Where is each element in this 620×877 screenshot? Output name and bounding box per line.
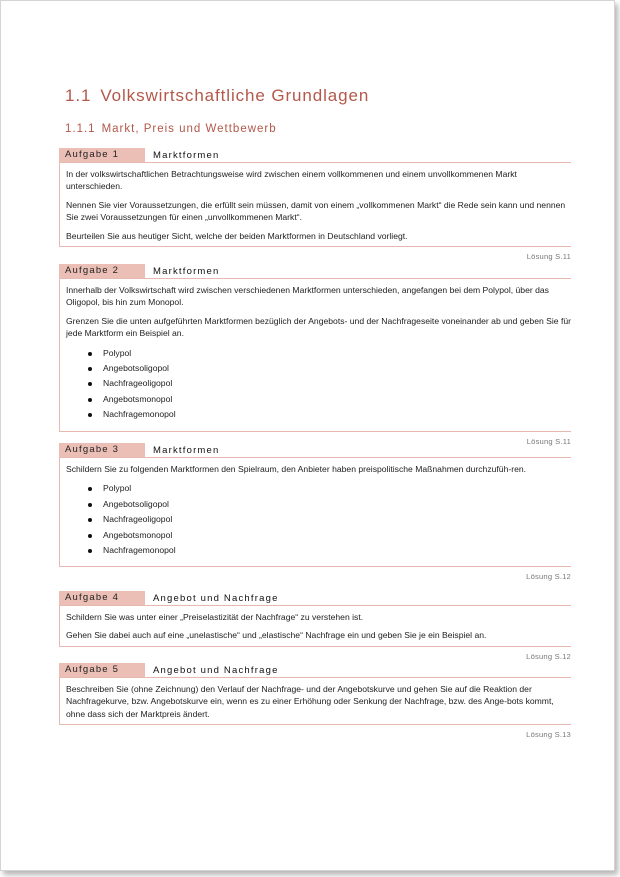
section-number: 1.1 (65, 86, 92, 105)
task-title: Marktformen (153, 265, 220, 277)
task-body (59, 279, 571, 432)
task-paragraph: Innerhalb der Volkswirtschaft wird zwischen verschiedenen Marktformen unterschieden, angefangen bei dem Polypol, über das Oligopol, bis hin zum Monopol. (66, 285, 549, 308)
task-header (59, 148, 571, 163)
task-header (59, 663, 571, 678)
section-heading (65, 86, 369, 106)
list-item: Nachfrageoligopol (66, 512, 571, 527)
task-label: Aufgabe 4 (59, 591, 145, 605)
list-item: Polypol (66, 346, 571, 361)
task-4 (59, 591, 571, 662)
list-item: Angebotsmonopol (66, 528, 571, 543)
task-paragraph: Beschreiben Sie (ohne Zeichnung) den Verlauf der Nachfrage- und der Angebotskurve und gehen Sie auf die Reaktion der Nachfragekurve, bzw. Angebotskurve ein, wenn es zu einer Erhöhung oder Senkung der Nachfrage, bzw. des Ange-bots kommt, ohne dass sich der Marktpreis ändert. (66, 684, 554, 719)
task-3 (59, 443, 571, 582)
task-label: Aufgabe 2 (59, 264, 145, 278)
section-title: Volkswirtschaftliche Grundlagen (100, 86, 370, 105)
list-item: Angebotsoligopol (66, 497, 571, 512)
task-paragraph: Schildern Sie zu folgenden Marktformen den Spielraum, den Anbieter haben preispolitische Maßnahmen durchzufüh-ren. (66, 464, 527, 474)
task-label: Aufgabe 3 (59, 443, 145, 457)
task-body (59, 606, 571, 647)
task-title: Marktformen (153, 149, 220, 161)
task-paragraph: Grenzen Sie die unten aufgeführten Marktformen bezüglich der Angebots- und der Nachfrageseite voneinander ab und geben Sie für jede Marktform ein Beispiel an. (66, 315, 571, 339)
task-body (59, 678, 571, 725)
task-header (59, 591, 571, 606)
task-paragraph: Nennen Sie vier Voraussetzungen, die erfüllt sein müssen, damit von einem „vollkommenen Markt“ die Rede sein kann und nennen Sie zwei Voraussetzungen für einen „unvollkommenen Markt“. (66, 199, 566, 223)
subsection-title: Markt, Preis und Wettbewerb (101, 123, 277, 135)
list-item: Angebotsmonopol (66, 392, 571, 407)
task-body (59, 458, 571, 567)
task-2 (59, 264, 571, 447)
task-title: Angebot und Nachfrage (153, 592, 279, 604)
task-paragraph: Gehen Sie dabei auch auf eine „unelastische“ und „elastische“ Nachfrage ein und geben Sie je ein Beispiel an. (66, 630, 487, 641)
list-item: Nachfragemonopol (66, 407, 571, 422)
task-label: Aufgabe 1 (59, 148, 145, 162)
subsection-heading (65, 123, 277, 135)
task-header (59, 443, 571, 458)
task-paragraph: Schildern Sie was unter einer „Preiselastizität der Nachfrage“ zu verstehen ist. (66, 612, 364, 622)
task-5 (59, 663, 571, 740)
task-title: Angebot und Nachfrage (153, 664, 279, 676)
list-item: Polypol (66, 481, 571, 496)
task-1 (59, 148, 571, 262)
solution-reference: Lösung S.12 (526, 572, 571, 582)
solution-reference: Lösung S.12 (526, 651, 571, 661)
task-body (59, 163, 571, 247)
market-form-list (66, 346, 571, 423)
solution-reference: Lösung S.13 (526, 730, 571, 740)
task-header (59, 264, 571, 279)
list-item: Angebotsoligopol (66, 361, 571, 376)
list-item: Nachfrageoligopol (66, 376, 571, 391)
task-paragraph: In der volkswirtschaftlichen Betrachtungsweise wird zwischen einem vollkommenen und einem unvollkommenen Markt unterschieden. (66, 169, 517, 192)
task-label: Aufgabe 5 (59, 663, 145, 677)
subsection-number: 1.1.1 (65, 123, 96, 135)
task-title: Marktformen (153, 444, 220, 456)
solution-reference: Lösung S.11 (526, 252, 571, 262)
task-paragraph: Beurteilen Sie aus heutiger Sicht, welche der beiden Marktformen in Deutschland vorliegt. (66, 230, 408, 241)
solution-reference: Lösung S.11 (526, 436, 571, 446)
market-form-list (66, 481, 571, 558)
list-item: Nachfragemonopol (66, 543, 571, 558)
